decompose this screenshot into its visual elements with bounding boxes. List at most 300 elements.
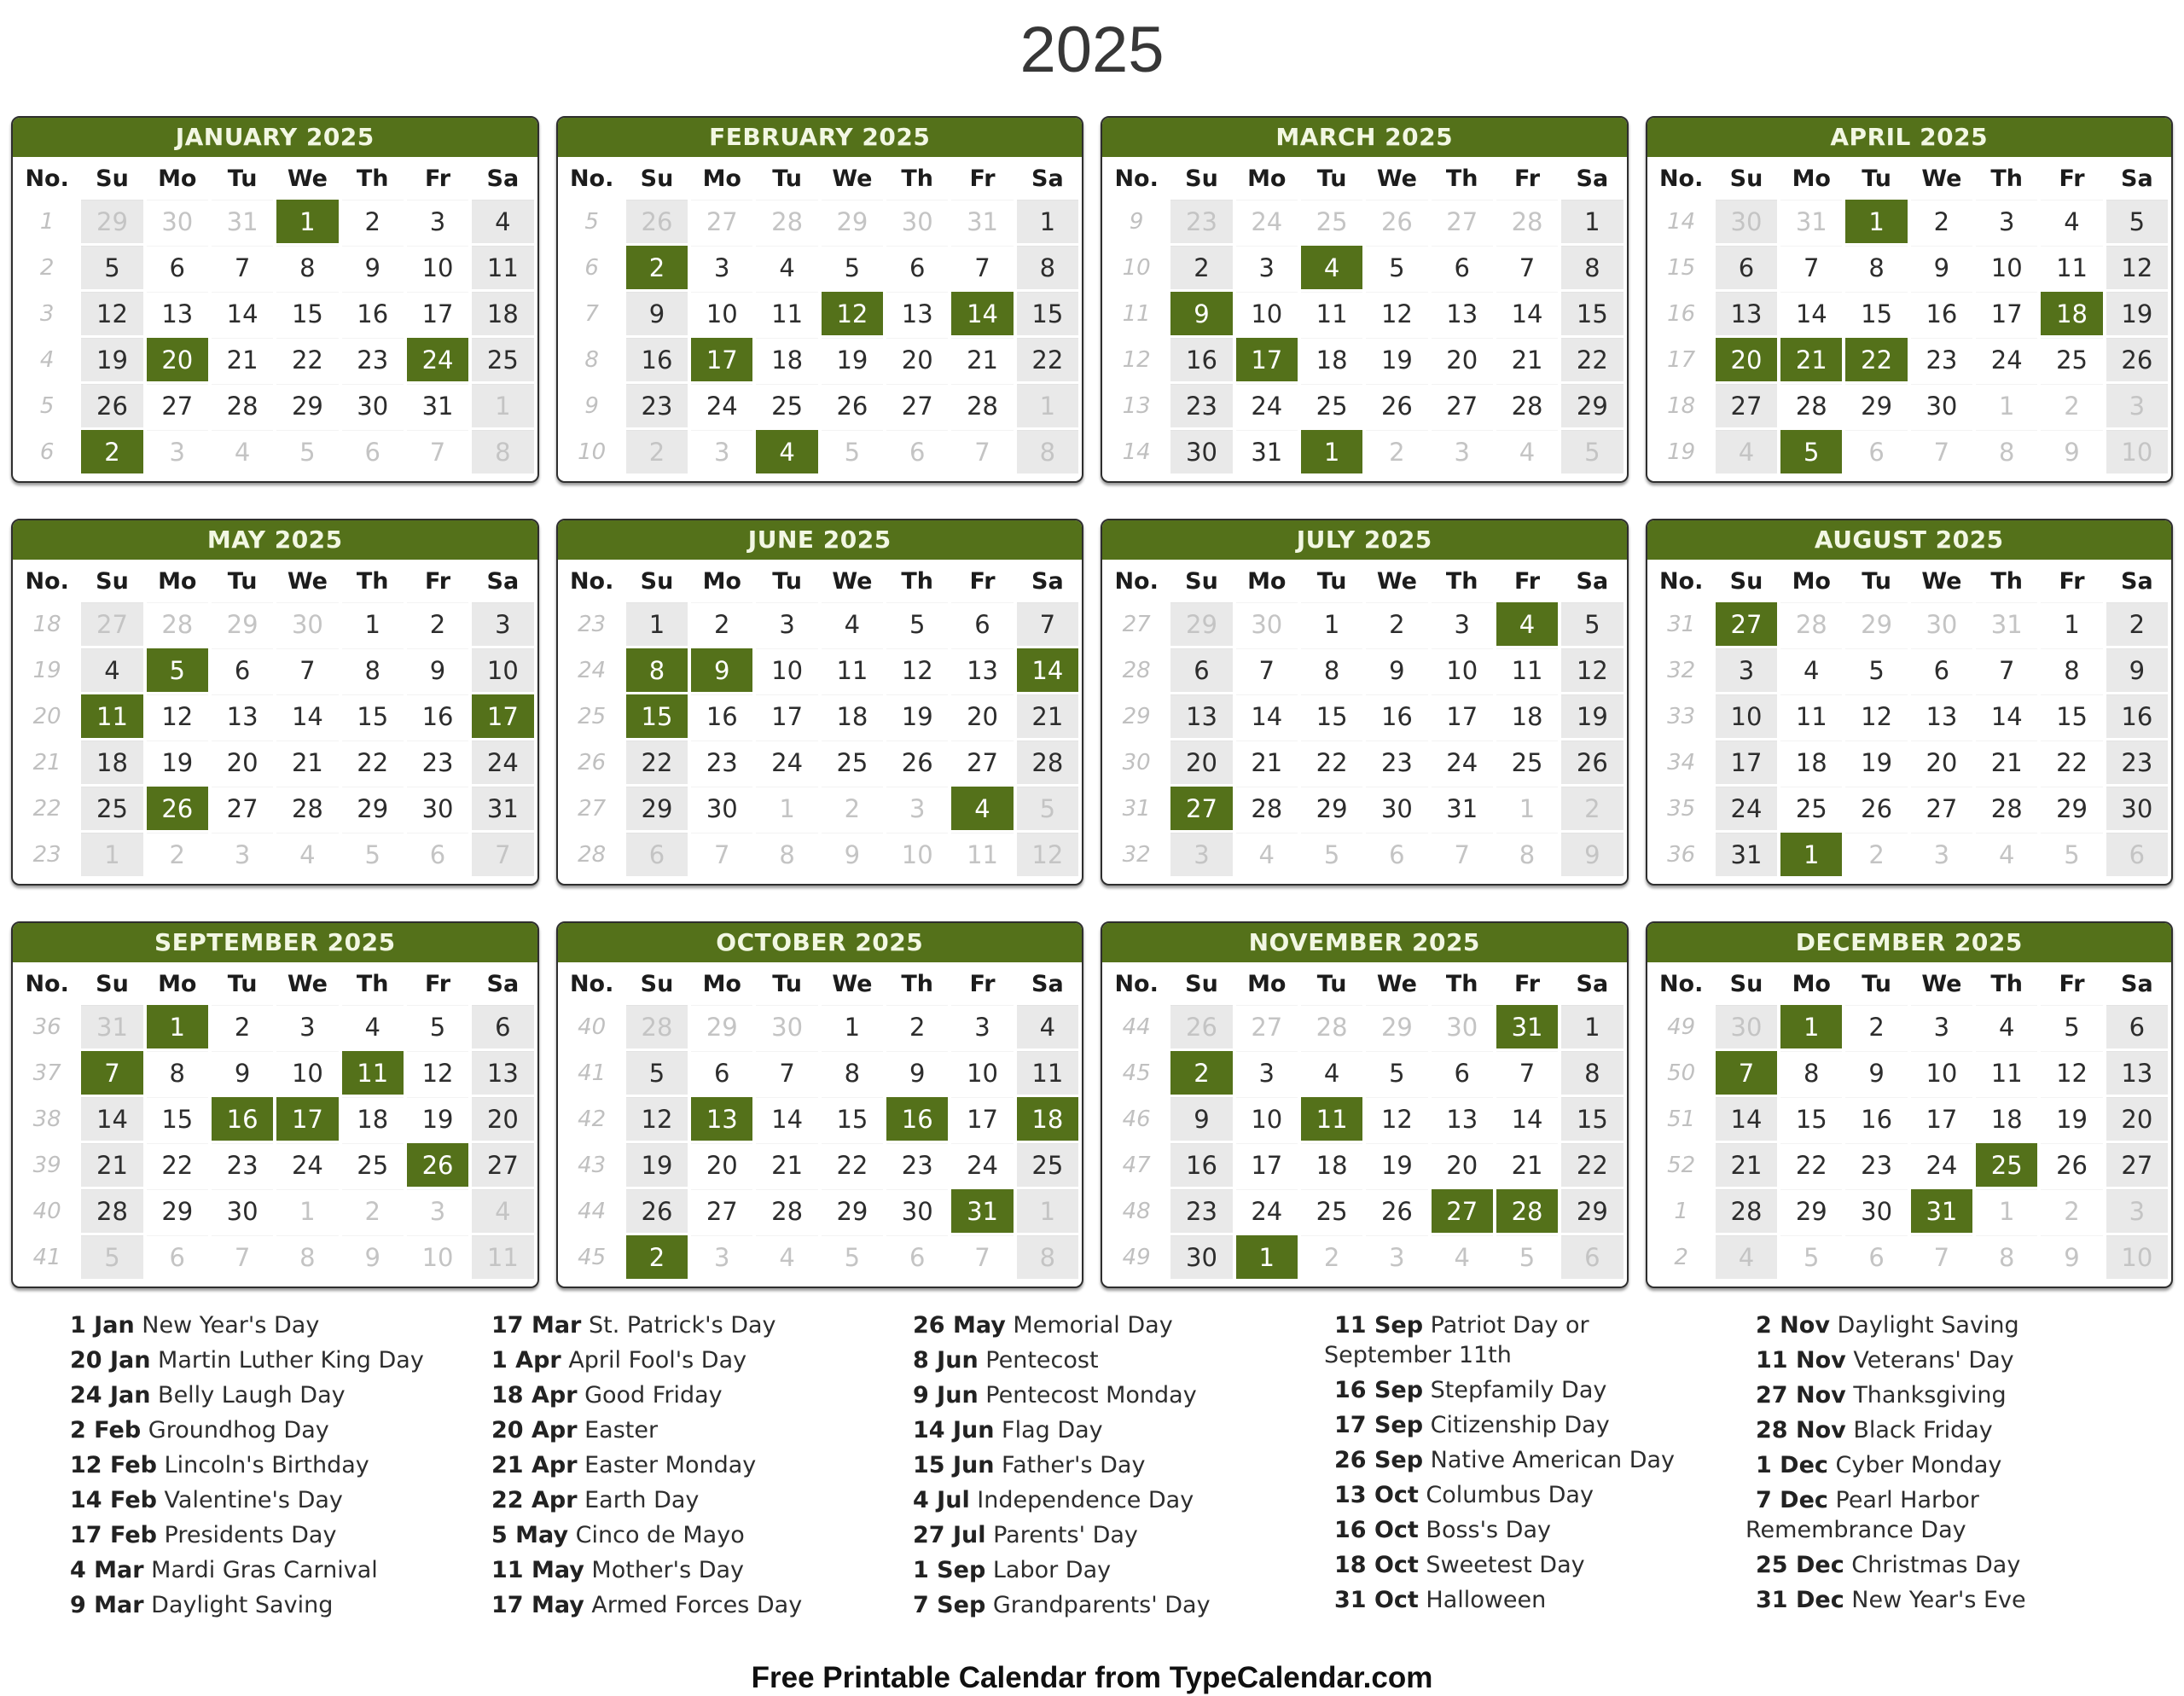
day-cell: 20 — [1432, 1143, 1493, 1187]
week-row — [1651, 741, 2169, 784]
day-header-cell: We — [832, 567, 873, 595]
day-header-cell: Mo — [1792, 567, 1831, 595]
week-row — [561, 1005, 1079, 1048]
day-header-cell: Su — [1729, 970, 1763, 997]
holiday-date: 31 Oct — [1334, 1587, 1419, 1613]
day-cell: 25 — [1301, 384, 1362, 427]
day-header-cell: Su — [1729, 165, 1763, 192]
day-header-cell: Tu — [1862, 165, 1891, 192]
day-cell-holiday: 31 — [1911, 1189, 1972, 1233]
day-cell: 18 — [1301, 338, 1362, 381]
day-cell: 25 — [81, 787, 142, 830]
day-header-cell: We — [1921, 970, 1962, 997]
day-header-cell: No. — [1114, 567, 1159, 595]
day-cell: 29 — [2041, 787, 2102, 830]
day-cell: 13 — [147, 292, 208, 335]
day-cell: 3 — [1432, 602, 1493, 646]
day-cell: 28 — [1301, 1005, 1362, 1048]
week-number-cell: 14 — [1106, 430, 1167, 473]
day-cell: 10 — [1716, 694, 1777, 738]
day-header-cell: Fr — [969, 165, 996, 192]
day-cell: 28 — [626, 1005, 688, 1048]
day-cell: 30 — [2106, 787, 2168, 830]
day-cell: 8 — [1017, 430, 1078, 473]
day-cell: 29 — [822, 1189, 883, 1233]
day-header-cell: Sa — [1031, 970, 1064, 997]
day-cell: 6 — [1716, 246, 1777, 289]
day-cell: 10 — [1432, 648, 1493, 692]
day-cell: 4 — [822, 602, 883, 646]
day-cell: 4 — [342, 1005, 404, 1048]
day-cell: 18 — [1496, 694, 1558, 738]
day-cell-holiday: 13 — [691, 1097, 752, 1141]
day-cell: 6 — [1845, 430, 1907, 473]
month-weeks — [1106, 1005, 1623, 1279]
month-grid — [1647, 962, 2172, 1281]
holiday-date: 17 May — [491, 1592, 584, 1618]
day-cell: 1 — [1301, 602, 1362, 646]
day-cell: 31 — [472, 787, 533, 830]
day-cell: 13 — [886, 292, 948, 335]
day-cell: 17 — [1976, 292, 2037, 335]
week-row — [1106, 246, 1623, 289]
day-cell: 15 — [1780, 1097, 1842, 1141]
day-cell: 9 — [212, 1051, 273, 1095]
day-cell: 24 — [756, 741, 817, 784]
day-cell: 5 — [822, 246, 883, 289]
holiday-date: 14 Jun — [913, 1417, 995, 1443]
day-cell: 29 — [822, 200, 883, 243]
day-cell-holiday: 2 — [1170, 1051, 1232, 1095]
day-header-cell: Su — [1185, 970, 1218, 997]
day-cell: 19 — [147, 741, 208, 784]
day-cell: 3 — [472, 602, 533, 646]
day-cell: 1 — [276, 1189, 338, 1233]
holiday-date: 16 Sep — [1334, 1377, 1424, 1403]
day-cell: 14 — [1236, 694, 1298, 738]
day-header-cell: Sa — [1031, 567, 1064, 595]
day-cell: 21 — [1017, 694, 1078, 738]
day-cell: 3 — [1170, 833, 1232, 876]
day-header-cell: We — [1376, 165, 1417, 192]
day-cell-holiday: 15 — [626, 694, 688, 738]
week-row — [561, 602, 1079, 646]
day-cell: 7 — [212, 246, 273, 289]
week-number-cell: 21 — [16, 741, 78, 784]
day-header-cell: No. — [1658, 567, 1704, 595]
week-number-cell: 5 — [561, 200, 623, 243]
day-cell: 29 — [1845, 384, 1907, 427]
day-cell: 6 — [147, 1235, 208, 1279]
day-cell: 10 — [407, 1235, 468, 1279]
day-cell: 15 — [2041, 694, 2102, 738]
day-header-cell: Tu — [227, 970, 258, 997]
day-header-cell: No. — [1114, 970, 1159, 997]
week-number-cell: 18 — [1651, 384, 1712, 427]
day-header-row — [561, 965, 1079, 1002]
month-card — [11, 116, 539, 483]
week-row — [16, 200, 534, 243]
day-cell-holiday: 11 — [1301, 1097, 1362, 1141]
day-cell: 1 — [1017, 1189, 1078, 1233]
day-cell-holiday: 1 — [1780, 1005, 1842, 1048]
week-number-cell: 12 — [1106, 338, 1167, 381]
day-cell: 5 — [1561, 430, 1623, 473]
week-row — [1106, 1005, 1623, 1048]
holiday-item: 7 Sep Grandparents' Day — [913, 1592, 1211, 1618]
day-header-row — [16, 965, 534, 1002]
day-cell: 6 — [342, 430, 404, 473]
holiday-column — [481, 1310, 860, 1625]
day-header-cell: Tu — [1316, 970, 1347, 997]
day-header-cell: We — [1376, 970, 1417, 997]
day-header-cell: No. — [1658, 165, 1704, 192]
day-cell: 8 — [1845, 246, 1907, 289]
month-card — [1101, 519, 1629, 886]
day-cell: 29 — [147, 1189, 208, 1233]
month-title: JANUARY 2025 — [175, 123, 375, 151]
day-cell: 21 — [1496, 1143, 1558, 1187]
day-cell: 25 — [1017, 1143, 1078, 1187]
week-row — [16, 648, 534, 692]
day-header-cell: Fr — [1514, 165, 1541, 192]
week-number-cell: 2 — [16, 246, 78, 289]
day-cell: 25 — [1780, 787, 1842, 830]
week-row — [561, 1097, 1079, 1141]
day-cell: 18 — [1976, 1097, 2037, 1141]
holiday-item: 21 Apr Easter Monday — [491, 1452, 757, 1478]
day-cell-holiday: 17 — [691, 338, 752, 381]
day-cell: 22 — [822, 1143, 883, 1187]
day-cell: 26 — [1845, 787, 1907, 830]
day-cell: 25 — [472, 338, 533, 381]
day-cell: 2 — [1561, 787, 1623, 830]
day-cell: 21 — [1716, 1143, 1777, 1187]
day-cell: 20 — [1432, 338, 1493, 381]
day-cell: 10 — [2106, 1235, 2168, 1279]
day-cell: 22 — [276, 338, 338, 381]
day-cell: 5 — [81, 246, 142, 289]
day-cell: 5 — [81, 1235, 142, 1279]
day-cell: 18 — [81, 741, 142, 784]
day-cell: 6 — [1432, 246, 1493, 289]
day-cell: 25 — [822, 741, 883, 784]
day-cell: 3 — [2106, 384, 2168, 427]
day-cell-holiday: 16 — [886, 1097, 948, 1141]
week-number-cell: 30 — [1106, 741, 1167, 784]
day-cell: 2 — [407, 602, 468, 646]
day-cell: 8 — [276, 246, 338, 289]
day-cell: 29 — [212, 602, 273, 646]
day-cell: 20 — [2106, 1097, 2168, 1141]
week-row — [1651, 833, 2169, 876]
holiday-item: 28 Nov Black Friday — [1756, 1417, 1993, 1443]
month-header — [13, 118, 537, 157]
day-cell: 28 — [276, 787, 338, 830]
holiday-column — [60, 1310, 439, 1625]
day-cell: 4 — [1780, 648, 1842, 692]
day-cell: 10 — [407, 246, 468, 289]
day-cell: 27 — [691, 200, 752, 243]
holiday-date: 17 Feb — [70, 1522, 157, 1548]
week-row — [1106, 602, 1623, 646]
day-cell: 17 — [1911, 1097, 1972, 1141]
holiday-item: 20 Apr Easter — [491, 1417, 659, 1443]
day-cell: 14 — [212, 292, 273, 335]
holiday-item: 26 Sep Native American Day — [1334, 1447, 1676, 1473]
day-cell-holiday: 5 — [1780, 430, 1842, 473]
holiday-item: 14 Feb Valentine's Day — [70, 1487, 343, 1513]
day-cell-holiday: 1 — [1845, 200, 1907, 243]
day-cell: 22 — [1301, 741, 1362, 784]
day-cell: 24 — [276, 1143, 338, 1187]
day-cell: 2 — [1301, 1235, 1362, 1279]
week-row — [561, 648, 1079, 692]
day-header-cell: We — [287, 970, 328, 997]
holiday-list — [0, 1310, 2184, 1625]
holiday-item: 31 Oct Halloween — [1334, 1587, 1547, 1613]
week-row — [16, 741, 534, 784]
day-cell: 5 — [276, 430, 338, 473]
holiday-item: 18 Apr Good Friday — [491, 1382, 723, 1408]
day-cell: 6 — [626, 833, 688, 876]
day-cell: 6 — [1366, 833, 1427, 876]
day-cell: 22 — [1561, 1143, 1623, 1187]
day-cell: 12 — [1845, 694, 1907, 738]
month-header — [1102, 520, 1627, 560]
day-cell: 9 — [1561, 833, 1623, 876]
holiday-date: 18 Apr — [491, 1382, 578, 1408]
day-cell: 26 — [1366, 384, 1427, 427]
holiday-item: 11 Nov Veterans' Day — [1756, 1347, 2014, 1374]
day-cell: 4 — [472, 200, 533, 243]
day-cell: 8 — [1976, 1235, 2037, 1279]
day-cell: 9 — [2041, 1235, 2102, 1279]
day-cell: 22 — [1780, 1143, 1842, 1187]
day-cell: 2 — [626, 430, 688, 473]
week-row — [16, 384, 534, 427]
day-cell: 31 — [1780, 200, 1842, 243]
day-cell: 5 — [886, 602, 948, 646]
week-row — [1651, 787, 2169, 830]
day-cell: 15 — [147, 1097, 208, 1141]
day-cell: 31 — [212, 200, 273, 243]
day-cell: 28 — [951, 384, 1013, 427]
day-header-cell: Fr — [425, 970, 451, 997]
day-cell: 6 — [407, 833, 468, 876]
day-cell: 6 — [1170, 648, 1232, 692]
day-cell: 8 — [342, 648, 404, 692]
week-row — [16, 430, 534, 473]
day-cell: 13 — [212, 694, 273, 738]
month-card — [556, 921, 1084, 1288]
day-header-cell: Tu — [772, 970, 802, 997]
day-cell: 25 — [1301, 200, 1362, 243]
day-cell: 24 — [1236, 384, 1298, 427]
day-cell: 27 — [1236, 1005, 1298, 1048]
day-cell: 2 — [2106, 602, 2168, 646]
day-cell: 1 — [756, 787, 817, 830]
day-cell: 3 — [951, 1005, 1013, 1048]
day-header-cell: We — [1921, 165, 1962, 192]
holiday-column — [1324, 1310, 1703, 1620]
holiday-date: 7 Dec — [1756, 1487, 1828, 1513]
holiday-item: 11 May Mother's Day — [491, 1557, 745, 1583]
holiday-item: 16 Oct Boss's Day — [1334, 1517, 1551, 1543]
day-header-cell: Mo — [158, 970, 197, 997]
day-cell: 6 — [2106, 833, 2168, 876]
day-cell: 18 — [822, 694, 883, 738]
day-header-cell: Tu — [1316, 165, 1347, 192]
holiday-item: 12 Feb Lincoln's Birthday — [70, 1452, 369, 1478]
week-number-cell: 17 — [1651, 338, 1712, 381]
holiday-column — [1745, 1310, 2124, 1620]
day-cell: 2 — [822, 787, 883, 830]
week-row — [561, 833, 1079, 876]
day-header-cell: Tu — [1862, 567, 1891, 595]
day-cell: 27 — [212, 787, 273, 830]
day-cell-holiday: 22 — [1845, 338, 1907, 381]
day-header-cell: We — [1921, 567, 1962, 595]
day-header-row — [1106, 562, 1623, 600]
day-cell: 30 — [147, 200, 208, 243]
day-header-cell: Su — [96, 567, 129, 595]
day-cell: 25 — [1301, 1189, 1362, 1233]
day-cell: 7 — [691, 833, 752, 876]
month-grid — [1102, 962, 1627, 1281]
week-number-cell: 9 — [561, 384, 623, 427]
day-cell: 11 — [822, 648, 883, 692]
day-header-cell: Tu — [227, 567, 258, 595]
day-cell: 26 — [886, 741, 948, 784]
day-cell: 7 — [212, 1235, 273, 1279]
day-cell: 30 — [1716, 200, 1777, 243]
day-cell: 24 — [1236, 200, 1298, 243]
week-number-cell: 28 — [1106, 648, 1167, 692]
day-cell: 21 — [1976, 741, 2037, 784]
day-header-row — [1651, 965, 2169, 1002]
day-cell: 28 — [1780, 602, 1842, 646]
week-number-cell: 23 — [561, 602, 623, 646]
day-cell: 10 — [886, 833, 948, 876]
month-weeks — [16, 602, 534, 876]
day-cell: 6 — [691, 1051, 752, 1095]
week-number-cell: 2 — [1651, 1235, 1712, 1279]
day-cell: 26 — [1561, 741, 1623, 784]
day-cell-holiday: 7 — [1716, 1051, 1777, 1095]
day-cell: 7 — [1911, 430, 1972, 473]
holiday-date: 27 Jul — [913, 1522, 986, 1548]
week-row — [16, 338, 534, 381]
day-cell: 19 — [822, 338, 883, 381]
week-row — [561, 338, 1079, 381]
month-card — [1101, 116, 1629, 483]
day-header-cell: Sa — [1576, 970, 1609, 997]
day-cell: 19 — [2106, 292, 2168, 335]
day-cell: 27 — [886, 384, 948, 427]
day-cell: 26 — [1366, 200, 1427, 243]
week-row — [1106, 338, 1623, 381]
day-cell: 31 — [81, 1005, 142, 1048]
day-cell: 12 — [2041, 1051, 2102, 1095]
week-row — [16, 1189, 534, 1233]
day-header-cell: Mo — [702, 165, 741, 192]
day-cell: 28 — [81, 1189, 142, 1233]
day-cell: 16 — [1170, 1143, 1232, 1187]
day-cell: 19 — [407, 1097, 468, 1141]
day-cell-holiday: 1 — [1780, 833, 1842, 876]
day-cell: 8 — [147, 1051, 208, 1095]
holiday-item: 9 Mar Daylight Saving — [70, 1592, 334, 1618]
day-cell: 29 — [691, 1005, 752, 1048]
day-cell-holiday: 18 — [2041, 292, 2102, 335]
month-card — [1646, 519, 2174, 886]
day-cell: 2 — [1845, 833, 1907, 876]
month-header — [1102, 118, 1627, 157]
week-row — [16, 602, 534, 646]
day-cell: 23 — [1911, 338, 1972, 381]
day-cell: 31 — [407, 384, 468, 427]
month-header — [1647, 923, 2172, 962]
day-cell: 20 — [212, 741, 273, 784]
day-cell: 10 — [2106, 430, 2168, 473]
holiday-date: 17 Mar — [491, 1312, 582, 1339]
day-header-cell: Sa — [2121, 165, 2153, 192]
holiday-item: 17 Feb Presidents Day — [70, 1522, 337, 1548]
month-title: FEBRUARY 2025 — [709, 123, 931, 151]
day-cell: 1 — [472, 384, 533, 427]
week-row — [1651, 246, 2169, 289]
day-header-cell: Su — [640, 970, 674, 997]
holiday-date: 9 Mar — [70, 1592, 144, 1618]
week-number-cell: 49 — [1106, 1235, 1167, 1279]
day-cell: 8 — [1976, 430, 2037, 473]
day-cell: 26 — [1170, 1005, 1232, 1048]
day-cell: 24 — [951, 1143, 1013, 1187]
holiday-item: 14 Jun Flag Day — [913, 1417, 1103, 1443]
day-header-cell: Tu — [772, 165, 802, 192]
week-row — [561, 430, 1079, 473]
day-header-cell: Su — [1185, 165, 1218, 192]
day-header-cell: Sa — [1031, 165, 1064, 192]
day-cell-holiday: 14 — [1017, 648, 1078, 692]
day-cell: 4 — [1716, 430, 1777, 473]
day-header-row — [1651, 562, 2169, 600]
month-header — [1647, 520, 2172, 560]
week-row — [561, 200, 1079, 243]
week-row — [16, 1143, 534, 1187]
holiday-date: 27 Nov — [1756, 1382, 1846, 1408]
day-cell: 27 — [2106, 1143, 2168, 1187]
day-header-row — [16, 562, 534, 600]
day-cell: 1 — [2041, 602, 2102, 646]
day-cell-holiday: 20 — [147, 338, 208, 381]
day-cell: 29 — [1366, 1005, 1427, 1048]
month-card — [1646, 116, 2174, 483]
day-cell: 5 — [2041, 1005, 2102, 1048]
day-header-cell: Sa — [486, 165, 520, 192]
week-row — [561, 1143, 1079, 1187]
day-cell: 7 — [1911, 1235, 1972, 1279]
day-cell: 9 — [342, 246, 404, 289]
day-cell: 14 — [1976, 694, 2037, 738]
week-number-cell: 9 — [1106, 200, 1167, 243]
day-cell: 16 — [407, 694, 468, 738]
day-cell: 8 — [1017, 246, 1078, 289]
holiday-date: 15 Jun — [913, 1452, 995, 1478]
week-row — [16, 787, 534, 830]
day-cell: 17 — [1236, 1143, 1298, 1187]
